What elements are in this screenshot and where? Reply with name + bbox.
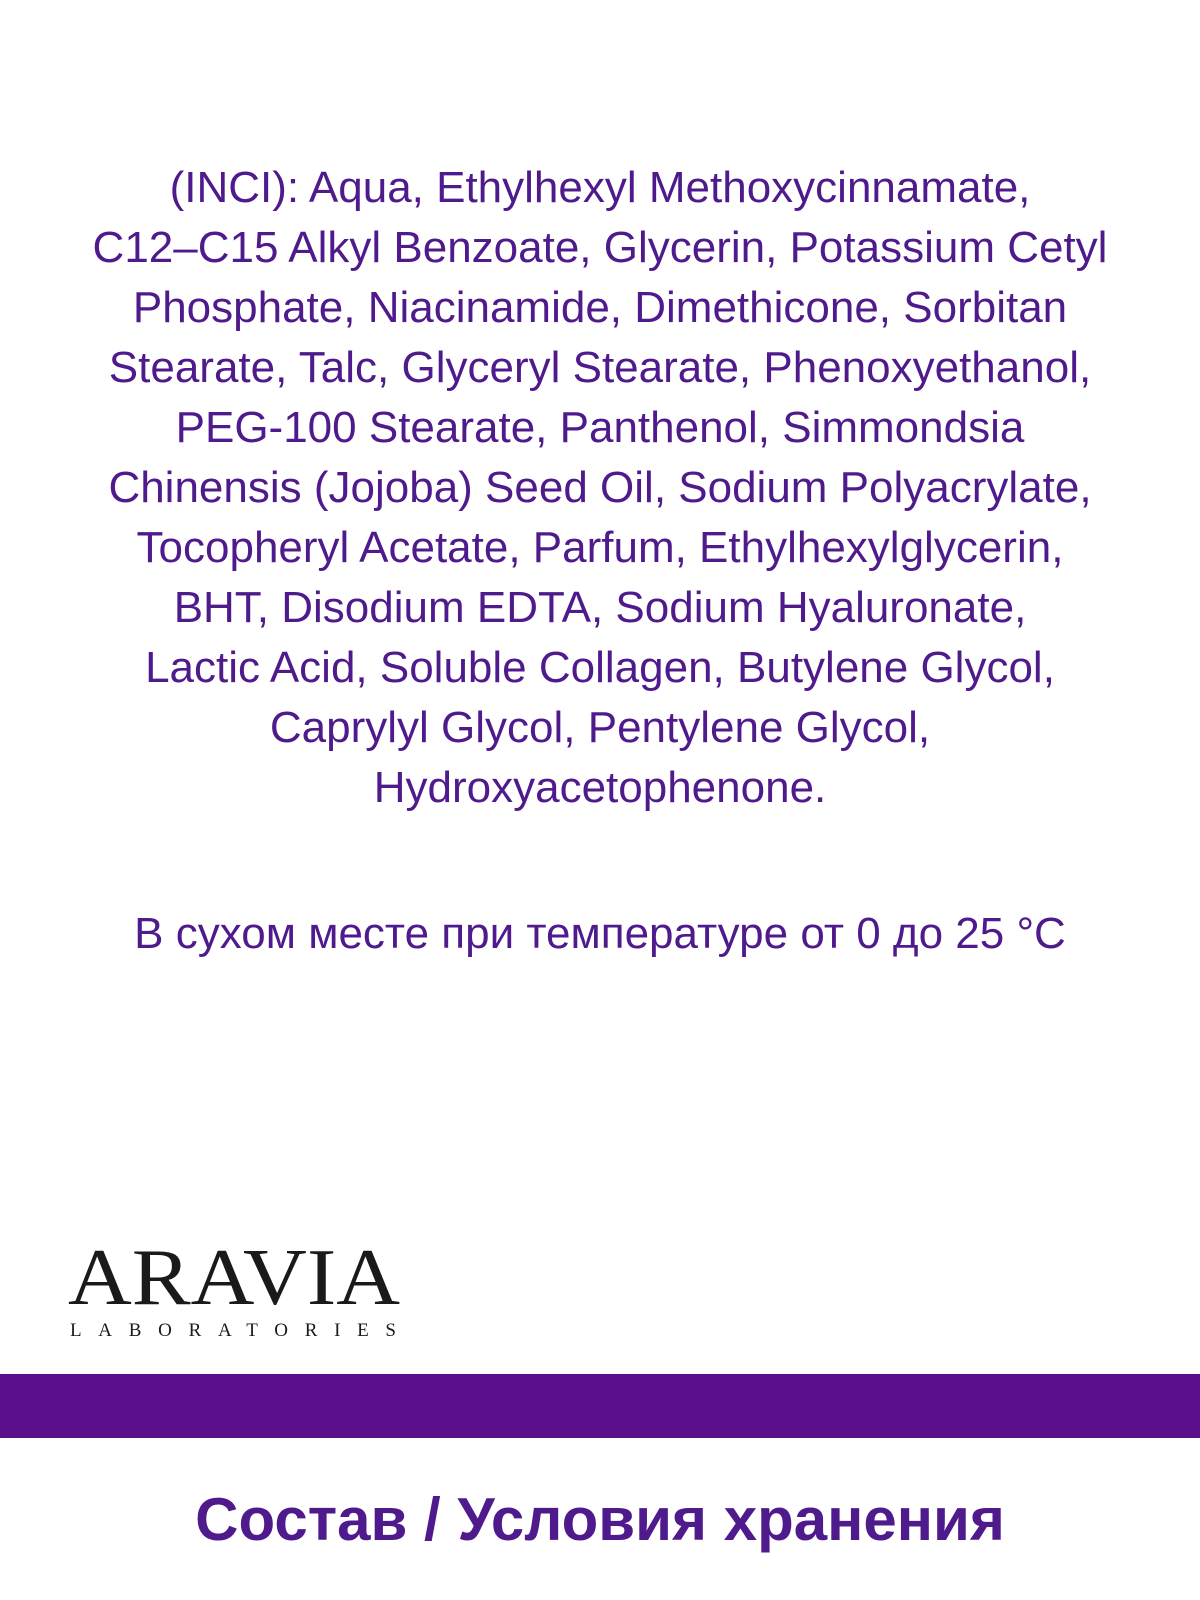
ingredients-line: (INCI): Aqua, Ethylhexyl Methoxycinnamate, [169,163,1031,212]
brand-logo-wordmark: ARAVIA [68,1236,401,1322]
ingredients-line: Tocopheryl Acetate, Parfum, Ethylhexylglycerin, [136,523,1064,572]
ingredients-line: PEG-100 Stearate, Panthenol, Simmondsia [175,403,1025,452]
purple-band [0,1374,1200,1438]
ingredients-line: C12–C15 Alkyl Benzoate, Glycerin, Potassium Cetyl [92,223,1108,272]
storage-conditions: В сухом месте при температуре от 0 до 25 °С [134,909,1066,958]
ingredients-line: Caprylyl Glycol, Pentylene Glycol, [269,703,931,752]
ingredients-line: BHT, Disodium EDTA, Sodium Hyaluronate, [173,583,1027,632]
footer-title: Состав / Условия хранения [195,1486,1005,1553]
ingredients-line: Stearate, Talc, Glyceryl Stearate, Phenoxyethanol, [108,343,1092,392]
ingredients-list [40,158,1160,818]
ingredients-line: Chinensis (Jojoba) Seed Oil, Sodium Polyacrylate, [108,463,1092,512]
ingredients-line: Phosphate, Niacinamide, Dimethicone, Sorbitan [132,283,1068,332]
brand-logo [66,1236,406,1346]
brand-logo-subtitle: LABORATORIES [70,1320,396,1341]
ingredients-line: Hydroxyacetophenone. [373,763,827,812]
ingredients-line: Lactic Acid, Soluble Collagen, Butylene Glycol, [145,643,1055,692]
